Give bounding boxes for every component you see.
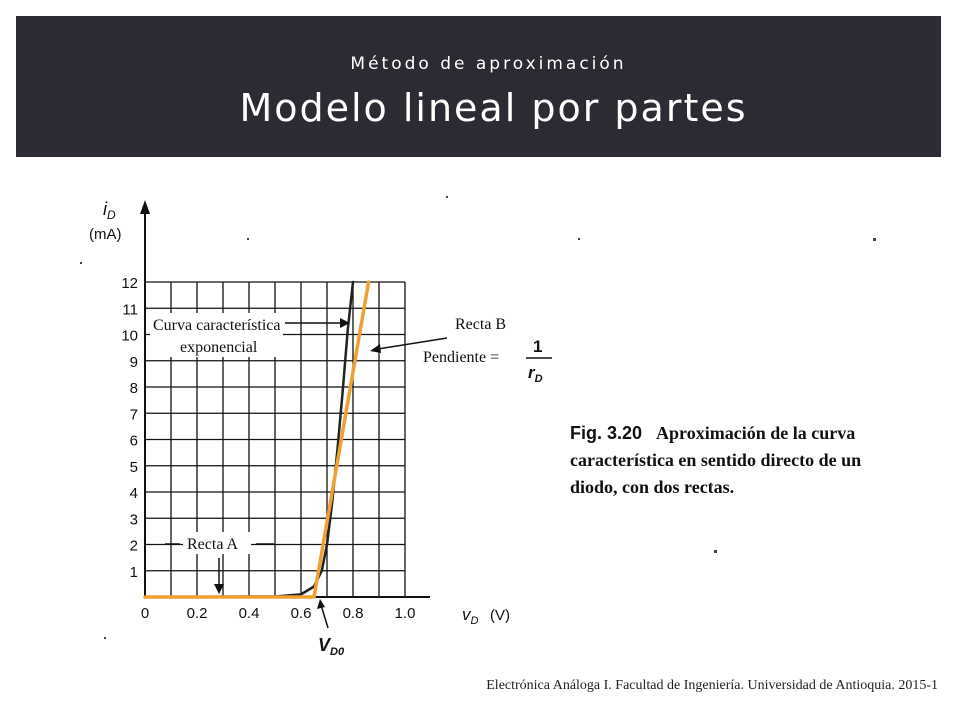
footer-text: Electrónica Análoga I. Facultad de Ingeniería. Universidad de Antioquia. 2015-1 — [486, 678, 938, 693]
y-tick-label: 2 — [129, 537, 138, 555]
x-axis-label: $v_D$ — [462, 605, 479, 627]
x-tick-labels — [141, 605, 416, 622]
recta-b-arrowhead-icon — [370, 344, 381, 353]
scan-speck — [80, 262, 82, 264]
y-tick-label: 3 — [129, 511, 138, 529]
recta-b-label: Recta B — [455, 316, 507, 333]
y-axis-unit: (mA) — [89, 226, 122, 243]
y-tick-label: 9 — [129, 353, 138, 371]
slide-subtitle: Método de aproximación — [350, 54, 627, 74]
fraction-denominator: $r_D$ — [528, 363, 543, 385]
recta-b-arrow — [378, 338, 447, 349]
scan-speck — [247, 238, 249, 240]
curve-label-line1: Curva característica — [153, 317, 281, 334]
figure-number: Fig. 3.20 — [570, 423, 643, 443]
figure-caption — [570, 420, 880, 501]
y-axis-label: $i_D$ — [103, 199, 116, 222]
curve-label-line2: exponencial — [180, 339, 258, 356]
x-tick-label: 0.4 — [238, 605, 260, 622]
recta-a-label: Recta A — [187, 536, 239, 553]
scan-speck — [578, 238, 580, 240]
y-tick-label: 10 — [121, 327, 138, 345]
vd0-arrow — [321, 605, 328, 628]
vd0-arrowhead-icon — [317, 599, 325, 609]
y-tick-label: 11 — [122, 301, 138, 319]
caption-text: Aproximación de la curva característica en sentido directo de un diodo, con dos rectas. — [570, 423, 862, 497]
x-tick-label: 0.2 — [186, 605, 208, 622]
y-tick-label: 5 — [129, 458, 138, 476]
y-axis-arrow-icon — [140, 200, 150, 214]
y-tick-labels — [121, 275, 138, 581]
fraction-numerator: 1 — [533, 337, 543, 356]
scan-speck — [446, 196, 448, 198]
x-tick-label: 0.6 — [290, 605, 312, 622]
y-tick-label: 7 — [129, 406, 138, 424]
pendiente-label: Pendiente = — [423, 349, 500, 366]
scan-speck — [714, 550, 717, 553]
x-axis-unit: (V) — [490, 607, 510, 624]
vd0-label: $V_{D0}$ — [318, 635, 345, 658]
y-tick-label: 1 — [129, 563, 138, 581]
x-tick-label: 0 — [140, 605, 150, 622]
y-tick-label: 6 — [129, 432, 138, 450]
y-tick-label: 12 — [121, 275, 138, 292]
scan-speck — [873, 238, 876, 241]
scan-speck — [104, 637, 106, 639]
x-tick-label: 0.8 — [342, 605, 364, 622]
y-tick-label: 4 — [129, 485, 138, 502]
slide-title: Modelo lineal por partes — [239, 86, 748, 130]
y-tick-label: 8 — [129, 380, 138, 397]
x-tick-label: 1.0 — [394, 605, 416, 622]
